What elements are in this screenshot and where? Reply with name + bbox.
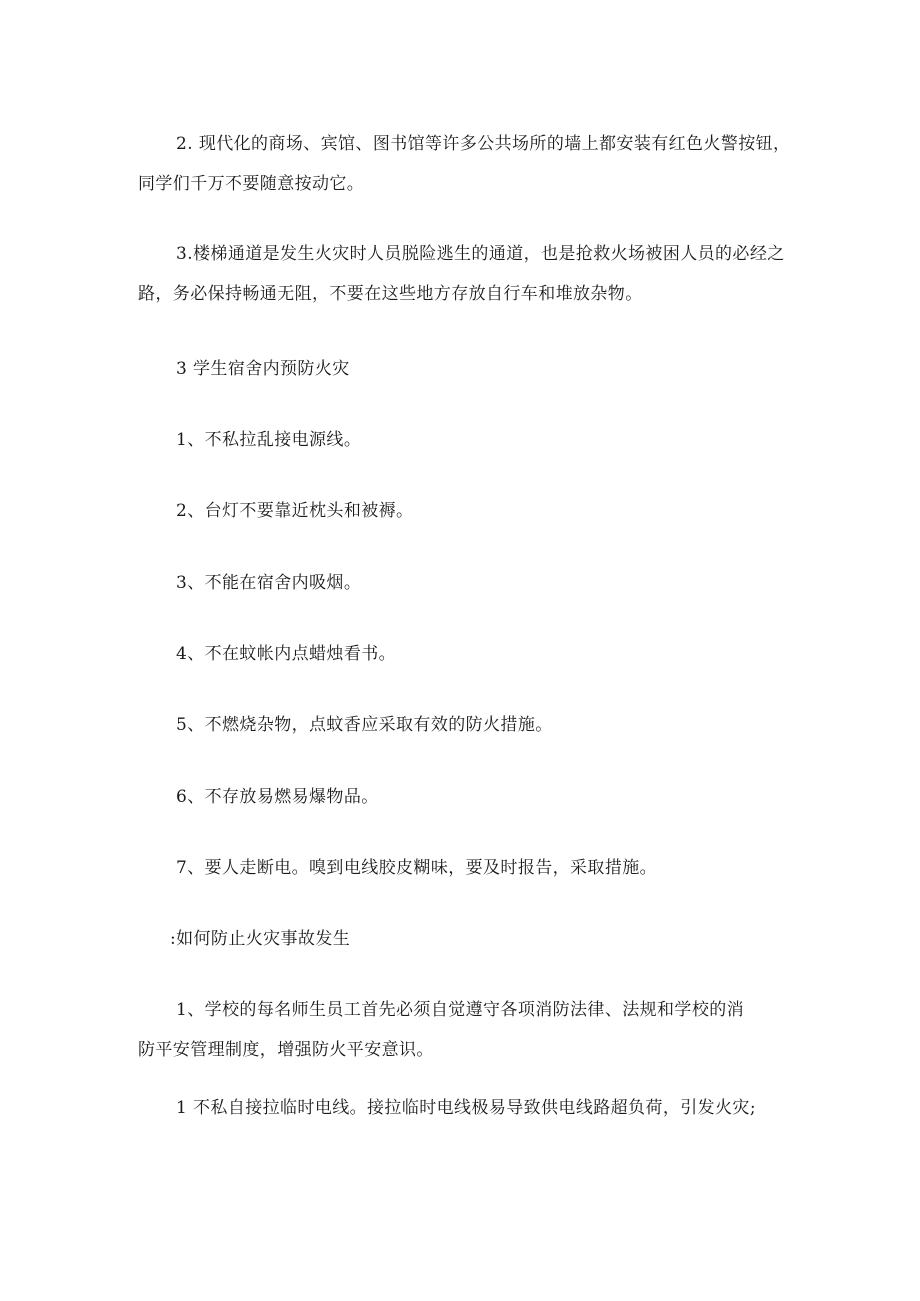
paragraph-line: 同学们千万不要随意按动它。 <box>138 174 365 194</box>
list-item-6 <box>176 784 379 810</box>
list-item-2 <box>176 498 413 524</box>
paragraph-temporary-wiring <box>176 1095 756 1121</box>
list-item-text: 7、要人走断电。嗅到电线胶皮糊味，要及时报告，采取措施。 <box>176 858 658 878</box>
list-item-1 <box>176 427 361 453</box>
paragraph-fire-safety-rules <box>138 997 745 1063</box>
list-item-7 <box>176 855 657 881</box>
list-item-text: 1、不私拉乱接电源线。 <box>176 430 362 450</box>
paragraph-stairway-passage <box>138 241 785 307</box>
paragraph-line: 防平安管理制度，增强防火平安意识。 <box>138 1040 434 1060</box>
paragraph-line: 1、学校的每名师生员工首先必须自觉遵守各项消防法律、法规和学校的消 <box>176 1000 745 1020</box>
list-item-4 <box>176 641 396 667</box>
heading-text: 3 学生宿舍内预防火灾 <box>176 359 350 379</box>
paragraph-line: 路，务必保持畅通无阻，不要在这些地方存放自行车和堆放杂物。 <box>138 284 643 304</box>
list-item-text: 4、不在蚊帐内点蜡烛看书。 <box>176 644 397 664</box>
paragraph-line: 3.楼梯通道是发生火灾时人员脱险逃生的通道，也是抢救火场被困人员的必经之 <box>176 244 785 264</box>
section-heading-dormitory <box>176 356 350 382</box>
paragraph-fire-alarm-button <box>138 131 791 197</box>
list-item-3 <box>176 570 361 596</box>
list-item-text: 3、不能在宿舍内吸烟。 <box>176 573 362 593</box>
heading-text: :如何防止火灾事故发生 <box>170 929 351 949</box>
list-item-text: 5、不燃烧杂物，点蚊香应采取有效的防火措施。 <box>176 715 553 735</box>
list-item-text: 6、不存放易燃易爆物品。 <box>176 787 379 807</box>
list-item-5 <box>176 712 553 738</box>
paragraph-line: 1 不私自接拉临时电线。接拉临时电线极易导致供电线路超负荷，引发火灾; <box>176 1098 756 1118</box>
paragraph-line: 2. 现代化的商场、宾馆、图书馆等许多公共场所的墙上都安装有红色火警按钮， <box>176 134 791 154</box>
section-heading-prevention <box>170 926 350 952</box>
list-item-text: 2、台灯不要靠近枕头和被褥。 <box>176 501 414 521</box>
